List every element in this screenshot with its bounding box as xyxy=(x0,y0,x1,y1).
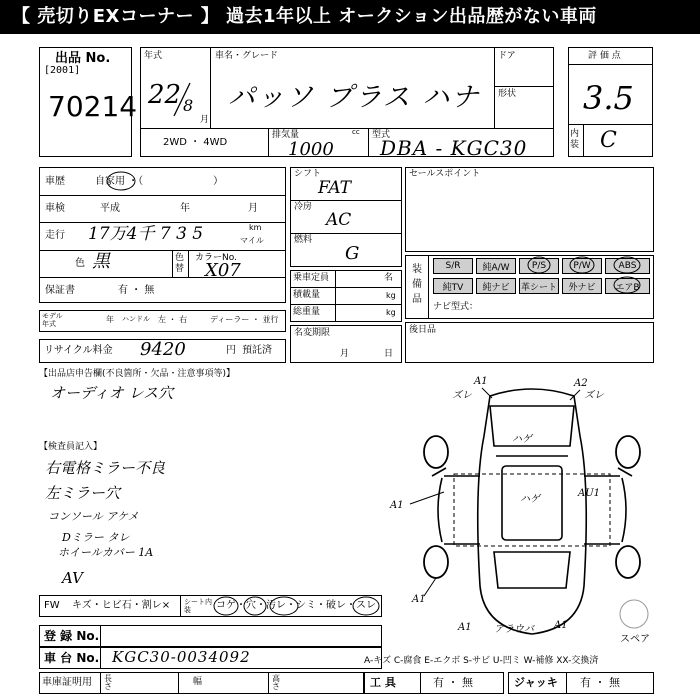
inspection-era: 平成 xyxy=(100,203,120,214)
inspector-line-4: Dミラー タレ xyxy=(62,531,130,544)
shape-label: 形状 xyxy=(498,89,517,99)
year-value: 22 xyxy=(148,80,182,110)
inspector-line-6: AV xyxy=(62,569,83,587)
capacity-label: 乗車定員 xyxy=(293,273,330,283)
lot-label: 出品 No. xyxy=(55,51,111,66)
recycle-status: 預託済 xyxy=(242,345,272,356)
load-label: 積載量 xyxy=(293,290,321,300)
diagram-mark-a1-bottom: A1 xyxy=(458,622,472,633)
certificate-width: 幅 xyxy=(193,677,203,687)
fuel-value: G xyxy=(345,243,360,264)
dealer-label: ディーラー ・ 並行 xyxy=(210,315,279,324)
sales-point-label: セールスポイント xyxy=(409,169,481,179)
recycle-value: 9420 xyxy=(140,339,186,360)
handle-label: ハンドル xyxy=(122,315,150,323)
repaint-label: 色替 xyxy=(175,253,185,274)
equip-power-steering: P/S xyxy=(519,258,559,274)
diagram-mark-a1-top: A1 xyxy=(474,376,488,387)
shift-value: FAT xyxy=(318,178,352,198)
inspector-label: 【検査員記入】 xyxy=(39,442,103,452)
displacement-label: 排気量 xyxy=(272,130,300,140)
year-label: 年式 xyxy=(144,51,163,61)
equipment-circle-marks xyxy=(525,254,655,298)
diagram-mark-a1-left-lower: A1 xyxy=(412,594,426,605)
mileage-unit-mile: マイル xyxy=(240,236,264,245)
ac-value: AC xyxy=(326,210,352,230)
mileage-unit-km: km xyxy=(249,223,262,232)
seat-circle-marks xyxy=(212,594,384,618)
diagram-mark-zure-right: ズレ xyxy=(584,390,604,401)
damage-legend: A-キズ C-腐食 E-エクボ S-サビ U-凹ミ W-補修 XX-交換済 xyxy=(364,656,599,666)
mileage-label: 走行 xyxy=(45,230,65,241)
interior-value: C xyxy=(600,128,617,153)
jack-options: 有 ・ 無 xyxy=(580,676,620,689)
chassis-value: KGC30-0034092 xyxy=(112,648,251,666)
inspector-line-3: コンソール アケメ xyxy=(48,510,139,523)
after-delivery-box xyxy=(405,322,654,363)
equip-tv: 純TV xyxy=(433,278,473,294)
registration-label: 登 録 No. xyxy=(44,629,100,643)
diagram-mark-au1: AU1 xyxy=(578,488,601,499)
reg-day: 日 xyxy=(384,349,394,359)
reg-month: 月 xyxy=(340,349,350,359)
drive-label: 2WD ・ 4WD xyxy=(163,137,228,148)
history-options: 自家用 ・（ ） xyxy=(95,176,224,187)
model-label: 型式 xyxy=(372,130,391,140)
equip-abs: ABS xyxy=(605,258,650,274)
seat-items: コゲ・穴・汚レ・シミ・破レ・スレ xyxy=(216,600,376,611)
color-no-value: X07 xyxy=(205,260,241,281)
certificate-height: 高さ xyxy=(272,674,280,691)
diagram-mark-a1-left: A1 xyxy=(390,500,404,511)
reg-label: 名変期限 xyxy=(294,328,331,338)
ac-label: 冷房 xyxy=(294,202,313,212)
month-value: 8 xyxy=(183,96,194,115)
jack-label: ジャッキ xyxy=(514,676,558,689)
equipment-label: 装備品 xyxy=(412,264,422,305)
certificate-length: 長さ xyxy=(104,674,112,691)
displacement-value: 1000 xyxy=(288,139,334,160)
inspection-month: 月 xyxy=(248,203,258,214)
seller-notes-text: オーディオ レス穴 xyxy=(50,384,174,402)
chassis-label: 車 台 No. xyxy=(44,651,100,665)
car-damage-diagram xyxy=(384,366,680,656)
inspection-year: 年 xyxy=(180,203,190,214)
inspector-line-1: 右電格ミラー不良 xyxy=(45,459,166,477)
year-month-slash xyxy=(170,80,194,120)
name-value: パッソ プラス ハナ xyxy=(228,82,481,113)
inspection-label: 車検 xyxy=(45,203,65,214)
diagram-mark-arauba: アラウバ xyxy=(494,624,534,635)
diagram-mark-hage-hood: ハゲ xyxy=(512,434,532,445)
color-no-label: カラーNo. xyxy=(195,253,237,263)
diagram-mark-hage-roof: ハゲ xyxy=(520,494,540,505)
cc-unit: cc xyxy=(352,128,360,136)
equip-sr: S/R xyxy=(433,258,473,274)
fw-label: FW xyxy=(44,600,60,611)
equip-external-navi: 外ナビ xyxy=(562,278,602,294)
navi-model-label: ナビ型式： xyxy=(433,302,479,312)
recycle-unit: 円 xyxy=(226,345,236,356)
fw-items: キズ・ヒビ石・割レ× xyxy=(72,600,171,611)
model-year-label: モデル年式 xyxy=(42,312,63,328)
handle-options: 左 ・ 右 xyxy=(158,315,188,324)
shift-label: シフト xyxy=(294,169,322,179)
lot-prefix: [2001] xyxy=(44,65,81,76)
interior-label: 内装 xyxy=(570,129,580,150)
grade-label: 評 価 点 xyxy=(588,51,621,61)
inspector-line-2: 左ミラー穴 xyxy=(45,484,121,502)
equip-power-window: P/W xyxy=(562,258,602,274)
history-label: 車歴 xyxy=(45,176,65,187)
model-year-unit: 年 xyxy=(106,315,114,324)
gross-unit: kg xyxy=(386,308,396,317)
door-label: ドア xyxy=(498,51,516,61)
recycle-label: リサイクル料金 xyxy=(44,345,113,356)
banner-title: 【 売切りEXコーナー 】 過去1年以上 オークション出品歴がない車両 xyxy=(0,0,700,34)
mileage-value: 17万4千 7 3 5 xyxy=(88,224,204,244)
gross-label: 総重量 xyxy=(293,307,321,317)
diagram-mark-a2-top: A2 xyxy=(574,378,588,389)
equip-navi: 純ナビ xyxy=(476,278,516,294)
history-circle-mark xyxy=(105,170,137,192)
equip-leather: 革シート xyxy=(519,278,559,294)
name-label: 車名・グレード xyxy=(215,51,279,61)
lot-number: 70214 xyxy=(48,90,138,123)
after-delivery-label: 後日品 xyxy=(409,325,437,335)
color-value: 黒 xyxy=(92,251,110,272)
warranty-label: 保証書 xyxy=(45,285,75,296)
certificate-label: 車庫証明用 xyxy=(42,677,92,688)
load-unit: kg xyxy=(386,291,396,300)
capacity-unit: 名 xyxy=(384,273,394,283)
grade-value: 3.5 xyxy=(583,79,634,117)
diagram-mark-zure-left: ズレ xyxy=(452,390,472,401)
tools-label: 工 具 xyxy=(370,676,396,689)
sales-point-box xyxy=(405,167,654,252)
seller-notes-label: 【出品店申告欄(不良箇所・欠品・注意事項等)】 xyxy=(39,369,236,379)
model-value: DBA - KGC30 xyxy=(380,136,528,160)
month-unit: 月 xyxy=(200,115,210,125)
tools-options: 有 ・ 無 xyxy=(433,676,473,689)
diagram-mark-a1-rear: A1 xyxy=(554,620,568,631)
spare-label: スペア xyxy=(620,634,650,645)
seat-label: シート内装 xyxy=(184,598,212,614)
color-label: 色 xyxy=(75,258,85,269)
warranty-options: 有 ・ 無 xyxy=(118,285,155,296)
equip-alloy-wheel: 純A/W xyxy=(476,258,516,274)
fuel-label: 燃料 xyxy=(294,235,313,245)
equip-airbag: エアB xyxy=(605,278,650,294)
inspector-line-5: ホイールカバー 1A xyxy=(58,546,154,559)
